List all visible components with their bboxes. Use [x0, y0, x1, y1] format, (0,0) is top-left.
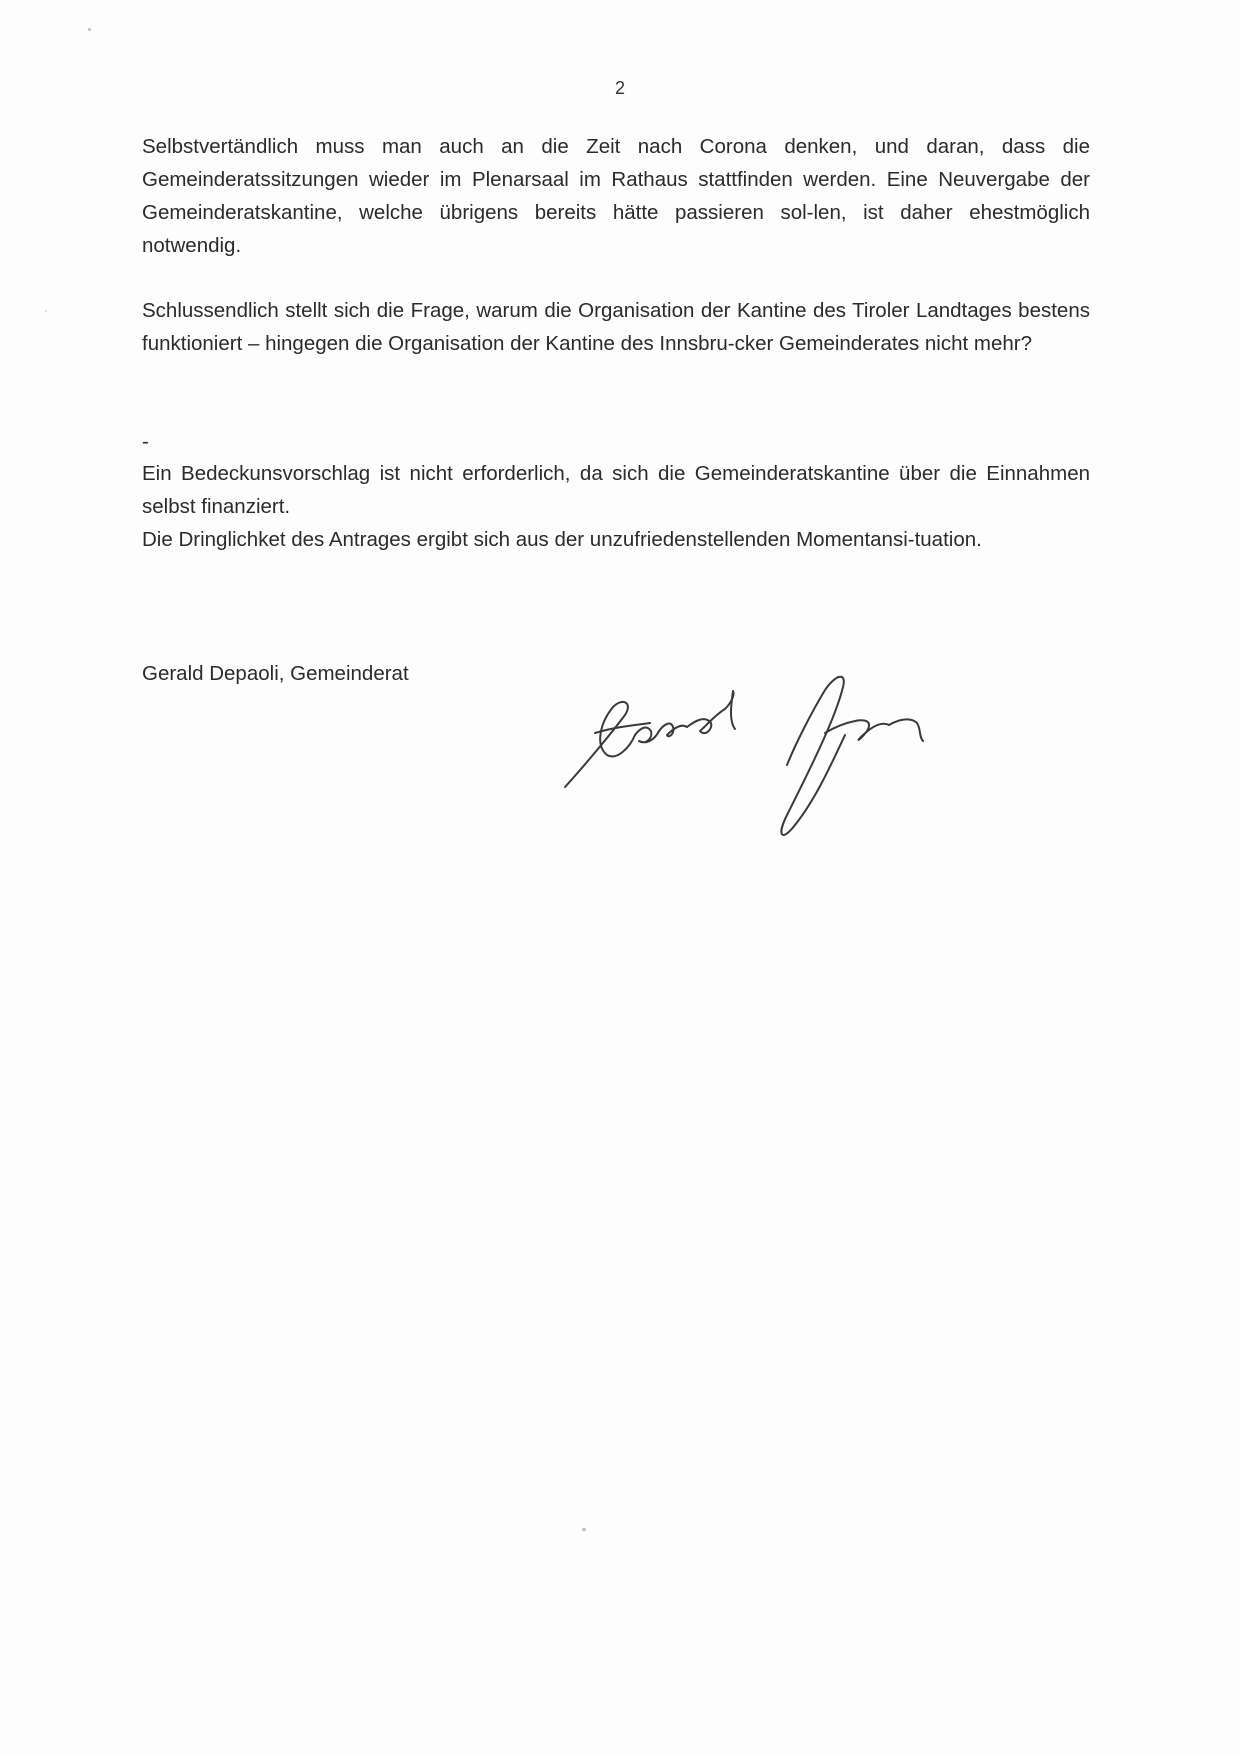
paragraph-funding: Ein Bedeckunsvorschlag ist nicht erforderlich, da sich die Gemeinderatskantine über die Einnahmen selbst finanziert. [142, 462, 1090, 518]
scan-speck [45, 310, 47, 312]
handwritten-signature [555, 665, 995, 865]
scan-speck [582, 1528, 586, 1531]
dash-separator: - [142, 430, 149, 453]
paragraph-urgency: Die Dringlichket des Antrages ergibt sich aus der unzufriedenstellenden Momentansi-tuation. [142, 528, 982, 551]
page-number: 2 [614, 78, 625, 98]
paragraph-question: Schlussendlich stellt sich die Frage, warum die Organisation der Kantine des Tiroler Landtages bestens funktioniert – hingegen die Organisation der Kantine des Innsbru-cker Gemeinderates nicht mehr? [142, 299, 1090, 355]
paragraph-corona: Selbstvertändlich muss man auch an die Zeit nach Corona denken, und daran, dass die Gemeinderatssitzungen wieder im Plenarsaal im Rathaus stattfinden werden. Eine Neuvergabe der Gemeinderatskantine, welche übrigens bereits hätte passieren sol-len, ist daher ehestmöglich notwendig. [142, 135, 1090, 257]
author-signature-line: Gerald Depaoli, Gemeinderat [142, 662, 409, 685]
scan-speck [88, 28, 91, 31]
